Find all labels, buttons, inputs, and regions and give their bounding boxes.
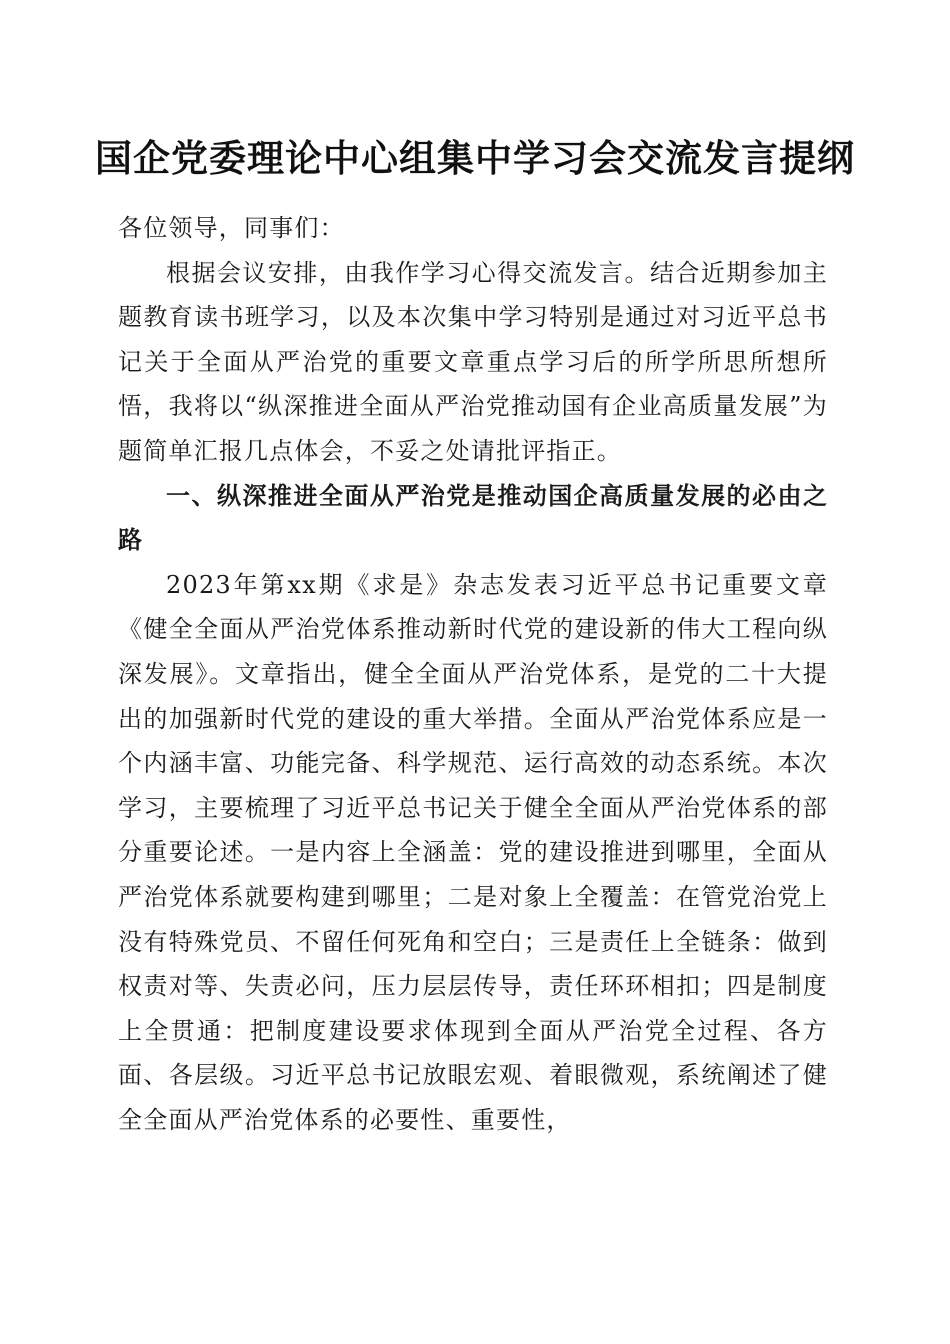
document-body bbox=[118, 206, 828, 1142]
intro-paragraph: 根据会议安排，由我作学习心得交流发言。结合近期参加主题教育读书班学习，以及本次集中学习特别是通过对习近平总书记关于全面从严治党的重要文章重点学习后的所学所思所想所悟，我将以“纵深推进全面从严治党推动国有企业高质量发展”为题简单汇报几点体会，不妥之处请批评指正。 bbox=[118, 258, 828, 465]
salutation: 各位领导，同事们： bbox=[118, 214, 345, 242]
section-heading: 一、纵深推进全面从严治党是推动国企高质量发展的必由之路 bbox=[118, 481, 828, 555]
section-paragraph: 2023年第xx期《求是》杂志发表习近平总书记重要文章《健全全面从严治党体系推动新时代党的建设新的伟大工程向纵深发展》。文章指出，健全全面从严治党体系，是党的二十大提出的加强新时代党的建设的重大举措。全面从严治党体系应是一个内涵丰富、功能完备、科学规范、运行高效的动态系统。本次学习，主要梳理了习近平总书记关于健全全面从严治党体系的部分重要论述。一是内容上全涵盖：党的建设推进到哪里，全面从严治党体系就要构建到哪里；二是对象上全覆盖：在管党治党上没有特殊党员、不留任何死角和空白；三是责任上全链条：做到权责对等、失责必问，压力层层传导，责任环环相扣；四是制度上全贯通：把制度建设要求体现到全面从严治党全过程、各方面、各层级。习近平总书记放眼宏观、着眼微观，系统阐述了健全全面从严治党体系的必要性、重要性， bbox=[118, 570, 828, 1134]
document-title: 国企党委理论中心组集中学习会交流发言提纲 bbox=[95, 136, 855, 180]
